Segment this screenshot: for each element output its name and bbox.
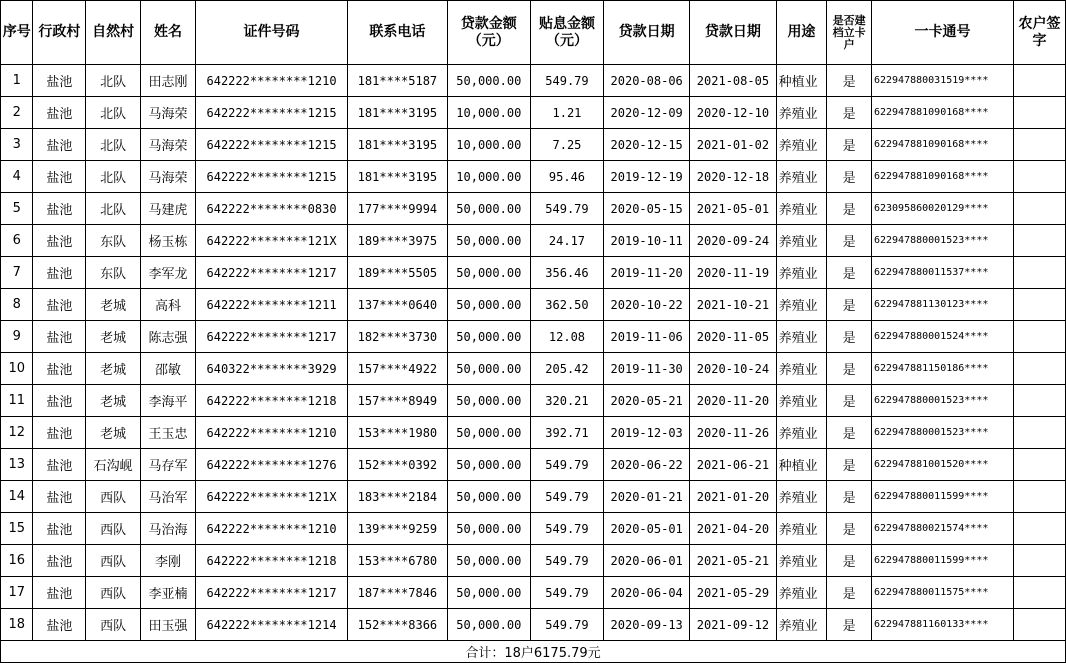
- cell-name: 田玉强: [141, 609, 196, 641]
- cell-admin-village: 盐池: [33, 513, 86, 545]
- cell-card-number: 622947880011599****: [871, 545, 1013, 577]
- cell-loan-date-start: 2019-12-19: [604, 161, 690, 193]
- cell-natural-village: 西队: [86, 609, 141, 641]
- cell-signature[interactable]: [1014, 225, 1066, 257]
- cell-id-number: 642222********1215: [195, 129, 347, 161]
- cell-phone: 181****3195: [348, 97, 447, 129]
- cell-loan-date-end: 2021-01-02: [690, 129, 776, 161]
- cell-natural-village: 老城: [86, 353, 141, 385]
- cell-loan-date-end: 2021-09-12: [690, 609, 776, 641]
- cell-admin-village: 盐池: [33, 449, 86, 481]
- cell-card-number: 622947881160133****: [871, 609, 1013, 641]
- table-row: [1, 513, 1066, 545]
- cell-poverty-registered: 是: [827, 545, 872, 577]
- cell-id-number: 642222********1217: [195, 321, 347, 353]
- table-row: [1, 577, 1066, 609]
- cell-poverty-registered: 是: [827, 353, 872, 385]
- cell-natural-village: 东队: [86, 225, 141, 257]
- cell-signature[interactable]: [1014, 481, 1066, 513]
- table-row: [1, 289, 1066, 321]
- cell-purpose: 养殖业: [776, 225, 827, 257]
- cell-purpose: 种植业: [776, 449, 827, 481]
- header-card-number: 一卡通号: [871, 1, 1013, 65]
- cell-phone: 182****3730: [348, 321, 447, 353]
- cell-loan-amount: 50,000.00: [447, 481, 530, 513]
- cell-loan-amount: 50,000.00: [447, 225, 530, 257]
- cell-index: 2: [1, 97, 33, 129]
- header-signature: 农户签字: [1014, 1, 1066, 65]
- cell-loan-amount: 50,000.00: [447, 65, 530, 97]
- cell-card-number: 622947880001523****: [871, 385, 1013, 417]
- cell-subsidy-amount: 392.71: [530, 417, 603, 449]
- cell-purpose: 养殖业: [776, 481, 827, 513]
- table-row: [1, 449, 1066, 481]
- cell-index: 13: [1, 449, 33, 481]
- cell-name: 马建虎: [141, 193, 196, 225]
- cell-loan-date-start: 2020-09-13: [604, 609, 690, 641]
- cell-admin-village: 盐池: [33, 289, 86, 321]
- cell-loan-amount: 50,000.00: [447, 609, 530, 641]
- cell-loan-date-end: 2021-05-29: [690, 577, 776, 609]
- cell-natural-village: 北队: [86, 193, 141, 225]
- cell-index: 5: [1, 193, 33, 225]
- cell-subsidy-amount: 12.08: [530, 321, 603, 353]
- cell-id-number: 642222********121X: [195, 481, 347, 513]
- table-row: [1, 545, 1066, 577]
- cell-poverty-registered: 是: [827, 161, 872, 193]
- cell-name: 李亚楠: [141, 577, 196, 609]
- cell-loan-date-end: 2020-11-19: [690, 257, 776, 289]
- cell-signature[interactable]: [1014, 513, 1066, 545]
- cell-subsidy-amount: 95.46: [530, 161, 603, 193]
- cell-phone: 152****8366: [348, 609, 447, 641]
- cell-phone: 187****7846: [348, 577, 447, 609]
- cell-loan-amount: 10,000.00: [447, 129, 530, 161]
- cell-loan-date-end: 2020-12-10: [690, 97, 776, 129]
- cell-index: 15: [1, 513, 33, 545]
- cell-name: 马治军: [141, 481, 196, 513]
- cell-card-number: 622947881090168****: [871, 129, 1013, 161]
- cell-id-number: 642222********1210: [195, 513, 347, 545]
- table-row: [1, 385, 1066, 417]
- cell-loan-date-end: 2021-05-21: [690, 545, 776, 577]
- cell-signature[interactable]: [1014, 129, 1066, 161]
- cell-phone: 183****2184: [348, 481, 447, 513]
- cell-loan-date-start: 2020-06-01: [604, 545, 690, 577]
- cell-signature[interactable]: [1014, 257, 1066, 289]
- cell-subsidy-amount: 205.42: [530, 353, 603, 385]
- cell-subsidy-amount: 549.79: [530, 577, 603, 609]
- cell-name: 杨玉栋: [141, 225, 196, 257]
- cell-id-number: 642222********1215: [195, 97, 347, 129]
- cell-id-number: 642222********0830: [195, 193, 347, 225]
- cell-card-number: 622947880011599****: [871, 481, 1013, 513]
- cell-loan-date-start: 2020-12-09: [604, 97, 690, 129]
- table-row: [1, 321, 1066, 353]
- cell-name: 李军龙: [141, 257, 196, 289]
- cell-purpose: 养殖业: [776, 513, 827, 545]
- cell-index: 14: [1, 481, 33, 513]
- cell-loan-amount: 50,000.00: [447, 289, 530, 321]
- cell-admin-village: 盐池: [33, 97, 86, 129]
- cell-purpose: 养殖业: [776, 321, 827, 353]
- cell-signature[interactable]: [1014, 577, 1066, 609]
- cell-phone: 152****0392: [348, 449, 447, 481]
- table-row: [1, 257, 1066, 289]
- cell-name: 王玉忠: [141, 417, 196, 449]
- cell-loan-date-end: 2021-05-01: [690, 193, 776, 225]
- cell-loan-date-end: 2021-06-21: [690, 449, 776, 481]
- cell-signature[interactable]: [1014, 545, 1066, 577]
- cell-signature[interactable]: [1014, 289, 1066, 321]
- cell-purpose: 养殖业: [776, 577, 827, 609]
- cell-natural-village: 东队: [86, 257, 141, 289]
- cell-name: 陈志强: [141, 321, 196, 353]
- cell-loan-amount: 50,000.00: [447, 577, 530, 609]
- cell-loan-date-start: 2020-05-21: [604, 385, 690, 417]
- header-loan-date-start: 贷款日期: [604, 1, 690, 65]
- cell-card-number: 622947881001520****: [871, 449, 1013, 481]
- cell-signature[interactable]: [1014, 97, 1066, 129]
- cell-purpose: 养殖业: [776, 385, 827, 417]
- table-row: [1, 161, 1066, 193]
- cell-index: 11: [1, 385, 33, 417]
- cell-purpose: 养殖业: [776, 545, 827, 577]
- header-phone: 联系电话: [348, 1, 447, 65]
- cell-subsidy-amount: 362.50: [530, 289, 603, 321]
- cell-index: 18: [1, 609, 33, 641]
- cell-purpose: 养殖业: [776, 417, 827, 449]
- cell-poverty-registered: 是: [827, 257, 872, 289]
- cell-admin-village: 盐池: [33, 321, 86, 353]
- cell-loan-date-start: 2020-06-22: [604, 449, 690, 481]
- header-loan-amount: 贷款金额（元）: [447, 1, 530, 65]
- cell-poverty-registered: 是: [827, 225, 872, 257]
- cell-index: 17: [1, 577, 33, 609]
- cell-admin-village: 盐池: [33, 577, 86, 609]
- cell-admin-village: 盐池: [33, 609, 86, 641]
- cell-subsidy-amount: 549.79: [530, 609, 603, 641]
- cell-admin-village: 盐池: [33, 65, 86, 97]
- header-name: 姓名: [141, 1, 196, 65]
- cell-signature[interactable]: [1014, 353, 1066, 385]
- cell-loan-date-start: 2020-01-21: [604, 481, 690, 513]
- cell-index: 10: [1, 353, 33, 385]
- cell-id-number: 642222********121X: [195, 225, 347, 257]
- cell-subsidy-amount: 549.79: [530, 513, 603, 545]
- footer-row: [1, 641, 1066, 663]
- cell-natural-village: 北队: [86, 161, 141, 193]
- cell-admin-village: 盐池: [33, 481, 86, 513]
- cell-subsidy-amount: 549.79: [530, 65, 603, 97]
- cell-purpose: 养殖业: [776, 609, 827, 641]
- cell-card-number: 622947880021574****: [871, 513, 1013, 545]
- cell-admin-village: 盐池: [33, 225, 86, 257]
- cell-loan-date-start: 2020-06-04: [604, 577, 690, 609]
- cell-purpose: 养殖业: [776, 97, 827, 129]
- cell-card-number: 622947881130123****: [871, 289, 1013, 321]
- cell-subsidy-amount: 7.25: [530, 129, 603, 161]
- table-row: [1, 481, 1066, 513]
- cell-poverty-registered: 是: [827, 129, 872, 161]
- cell-poverty-registered: 是: [827, 609, 872, 641]
- cell-card-number: 622947880031519****: [871, 65, 1013, 97]
- cell-id-number: 642222********1218: [195, 385, 347, 417]
- table-body: [1, 65, 1066, 641]
- cell-card-number: 622947881090168****: [871, 161, 1013, 193]
- header-admin-village: 行政村: [33, 1, 86, 65]
- cell-loan-date-start: 2020-10-22: [604, 289, 690, 321]
- cell-phone: 153****1980: [348, 417, 447, 449]
- cell-poverty-registered: 是: [827, 513, 872, 545]
- cell-signature[interactable]: [1014, 385, 1066, 417]
- cell-natural-village: 西队: [86, 577, 141, 609]
- cell-loan-date-start: 2020-12-15: [604, 129, 690, 161]
- cell-phone: 181****3195: [348, 129, 447, 161]
- cell-signature[interactable]: [1014, 161, 1066, 193]
- cell-poverty-registered: 是: [827, 481, 872, 513]
- cell-poverty-registered: 是: [827, 289, 872, 321]
- cell-loan-date-start: 2019-10-11: [604, 225, 690, 257]
- cell-id-number: 642222********1218: [195, 545, 347, 577]
- cell-purpose: 种植业: [776, 65, 827, 97]
- cell-name: 邵敏: [141, 353, 196, 385]
- table-row: [1, 129, 1066, 161]
- cell-subsidy-amount: 549.79: [530, 193, 603, 225]
- cell-phone: 189****3975: [348, 225, 447, 257]
- table-row: [1, 97, 1066, 129]
- cell-loan-amount: 10,000.00: [447, 97, 530, 129]
- cell-natural-village: 老城: [86, 321, 141, 353]
- cell-phone: 181****5187: [348, 65, 447, 97]
- cell-admin-village: 盐池: [33, 385, 86, 417]
- cell-admin-village: 盐池: [33, 257, 86, 289]
- cell-loan-amount: 50,000.00: [447, 449, 530, 481]
- cell-index: 16: [1, 545, 33, 577]
- cell-id-number: 642222********1276: [195, 449, 347, 481]
- cell-subsidy-amount: 1.21: [530, 97, 603, 129]
- cell-loan-date-start: 2020-08-06: [604, 65, 690, 97]
- cell-loan-date-start: 2019-11-30: [604, 353, 690, 385]
- cell-index: 8: [1, 289, 33, 321]
- cell-id-number: 642222********1210: [195, 417, 347, 449]
- cell-natural-village: 老城: [86, 417, 141, 449]
- cell-purpose: 养殖业: [776, 193, 827, 225]
- cell-phone: 137****0640: [348, 289, 447, 321]
- cell-phone: 189****5505: [348, 257, 447, 289]
- cell-index: 1: [1, 65, 33, 97]
- cell-index: 9: [1, 321, 33, 353]
- cell-loan-date-end: 2021-01-20: [690, 481, 776, 513]
- cell-index: 3: [1, 129, 33, 161]
- cell-name: 马海荣: [141, 129, 196, 161]
- cell-purpose: 养殖业: [776, 289, 827, 321]
- cell-signature[interactable]: [1014, 321, 1066, 353]
- cell-index: 4: [1, 161, 33, 193]
- cell-poverty-registered: 是: [827, 193, 872, 225]
- cell-poverty-registered: 是: [827, 577, 872, 609]
- cell-id-number: 640322********3929: [195, 353, 347, 385]
- cell-index: 12: [1, 417, 33, 449]
- cell-poverty-registered: 是: [827, 97, 872, 129]
- cell-subsidy-amount: 549.79: [530, 449, 603, 481]
- cell-poverty-registered: 是: [827, 449, 872, 481]
- header-poverty-registered: 是否建档立卡户: [827, 1, 872, 65]
- cell-natural-village: 西队: [86, 481, 141, 513]
- cell-phone: 181****3195: [348, 161, 447, 193]
- table-row: [1, 65, 1066, 97]
- cell-natural-village: 北队: [86, 97, 141, 129]
- cell-loan-date-end: 2021-10-21: [690, 289, 776, 321]
- header-purpose: 用途: [776, 1, 827, 65]
- cell-phone: 177****9994: [348, 193, 447, 225]
- cell-loan-date-end: 2020-11-05: [690, 321, 776, 353]
- cell-purpose: 养殖业: [776, 353, 827, 385]
- cell-id-number: 642222********1211: [195, 289, 347, 321]
- cell-card-number: 622947880001523****: [871, 225, 1013, 257]
- cell-loan-date-start: 2019-11-06: [604, 321, 690, 353]
- cell-loan-date-end: 2020-10-24: [690, 353, 776, 385]
- table-row: [1, 353, 1066, 385]
- cell-name: 田志刚: [141, 65, 196, 97]
- cell-loan-amount: 50,000.00: [447, 545, 530, 577]
- cell-phone: 157****8949: [348, 385, 447, 417]
- cell-loan-amount: 50,000.00: [447, 321, 530, 353]
- cell-signature[interactable]: [1014, 193, 1066, 225]
- cell-purpose: 养殖业: [776, 161, 827, 193]
- cell-id-number: 642222********1215: [195, 161, 347, 193]
- cell-loan-date-start: 2020-05-15: [604, 193, 690, 225]
- cell-purpose: 养殖业: [776, 129, 827, 161]
- cell-loan-date-start: 2019-11-20: [604, 257, 690, 289]
- cell-admin-village: 盐池: [33, 161, 86, 193]
- cell-loan-date-start: 2020-05-01: [604, 513, 690, 545]
- cell-card-number: 622947880011575****: [871, 577, 1013, 609]
- cell-natural-village: 老城: [86, 289, 141, 321]
- cell-subsidy-amount: 549.79: [530, 545, 603, 577]
- table-row: [1, 193, 1066, 225]
- cell-subsidy-amount: 356.46: [530, 257, 603, 289]
- cell-card-number: 622947880001523****: [871, 417, 1013, 449]
- header-id-number: 证件号码: [195, 1, 347, 65]
- cell-id-number: 642222********1217: [195, 577, 347, 609]
- cell-signature[interactable]: [1014, 449, 1066, 481]
- cell-loan-amount: 50,000.00: [447, 417, 530, 449]
- cell-name: 马海荣: [141, 161, 196, 193]
- cell-phone: 157****4922: [348, 353, 447, 385]
- cell-loan-date-end: 2021-08-05: [690, 65, 776, 97]
- cell-signature[interactable]: [1014, 609, 1066, 641]
- cell-natural-village: 西队: [86, 545, 141, 577]
- cell-loan-amount: 50,000.00: [447, 513, 530, 545]
- cell-name: 李海平: [141, 385, 196, 417]
- cell-admin-village: 盐池: [33, 193, 86, 225]
- cell-index: 7: [1, 257, 33, 289]
- cell-card-number: 623095860020129****: [871, 193, 1013, 225]
- cell-poverty-registered: 是: [827, 65, 872, 97]
- cell-id-number: 642222********1217: [195, 257, 347, 289]
- header-index: 序号: [1, 1, 33, 65]
- cell-card-number: 622947881090168****: [871, 97, 1013, 129]
- cell-card-number: 622947881150186****: [871, 353, 1013, 385]
- cell-loan-amount: 50,000.00: [447, 257, 530, 289]
- cell-id-number: 642222********1210: [195, 65, 347, 97]
- cell-admin-village: 盐池: [33, 545, 86, 577]
- cell-loan-date-end: 2020-12-18: [690, 161, 776, 193]
- cell-subsidy-amount: 24.17: [530, 225, 603, 257]
- cell-name: 李刚: [141, 545, 196, 577]
- cell-subsidy-amount: 549.79: [530, 481, 603, 513]
- cell-natural-village: 北队: [86, 65, 141, 97]
- header-loan-date-end: 贷款日期: [690, 1, 776, 65]
- cell-loan-amount: 50,000.00: [447, 385, 530, 417]
- cell-loan-date-start: 2019-12-03: [604, 417, 690, 449]
- cell-purpose: 养殖业: [776, 257, 827, 289]
- total-summary: 合计：18户6175.79元: [1, 641, 1066, 663]
- cell-index: 6: [1, 225, 33, 257]
- cell-id-number: 642222********1214: [195, 609, 347, 641]
- cell-name: 马存军: [141, 449, 196, 481]
- cell-poverty-registered: 是: [827, 385, 872, 417]
- header-row: [1, 1, 1066, 65]
- cell-admin-village: 盐池: [33, 129, 86, 161]
- table-row: [1, 225, 1066, 257]
- cell-natural-village: 西队: [86, 513, 141, 545]
- header-subsidy-amount: 贴息金额（元）: [530, 1, 603, 65]
- cell-loan-date-end: 2020-11-26: [690, 417, 776, 449]
- cell-name: 马治海: [141, 513, 196, 545]
- cell-card-number: 622947880011537****: [871, 257, 1013, 289]
- cell-loan-amount: 50,000.00: [447, 193, 530, 225]
- cell-loan-date-end: 2020-11-20: [690, 385, 776, 417]
- cell-poverty-registered: 是: [827, 321, 872, 353]
- header-natural-village: 自然村: [86, 1, 141, 65]
- cell-natural-village: 北队: [86, 129, 141, 161]
- cell-card-number: 622947880001524****: [871, 321, 1013, 353]
- cell-loan-date-end: 2020-09-24: [690, 225, 776, 257]
- cell-signature[interactable]: [1014, 65, 1066, 97]
- table-row: [1, 417, 1066, 449]
- cell-signature[interactable]: [1014, 417, 1066, 449]
- cell-name: 高科: [141, 289, 196, 321]
- cell-natural-village: 老城: [86, 385, 141, 417]
- cell-admin-village: 盐池: [33, 417, 86, 449]
- cell-admin-village: 盐池: [33, 353, 86, 385]
- table-row: [1, 609, 1066, 641]
- cell-natural-village: 石沟岘: [86, 449, 141, 481]
- cell-phone: 139****9259: [348, 513, 447, 545]
- cell-loan-amount: 10,000.00: [447, 161, 530, 193]
- cell-name: 马海荣: [141, 97, 196, 129]
- cell-phone: 153****6780: [348, 545, 447, 577]
- cell-poverty-registered: 是: [827, 417, 872, 449]
- cell-loan-date-end: 2021-04-20: [690, 513, 776, 545]
- cell-subsidy-amount: 320.21: [530, 385, 603, 417]
- cell-loan-amount: 50,000.00: [447, 353, 530, 385]
